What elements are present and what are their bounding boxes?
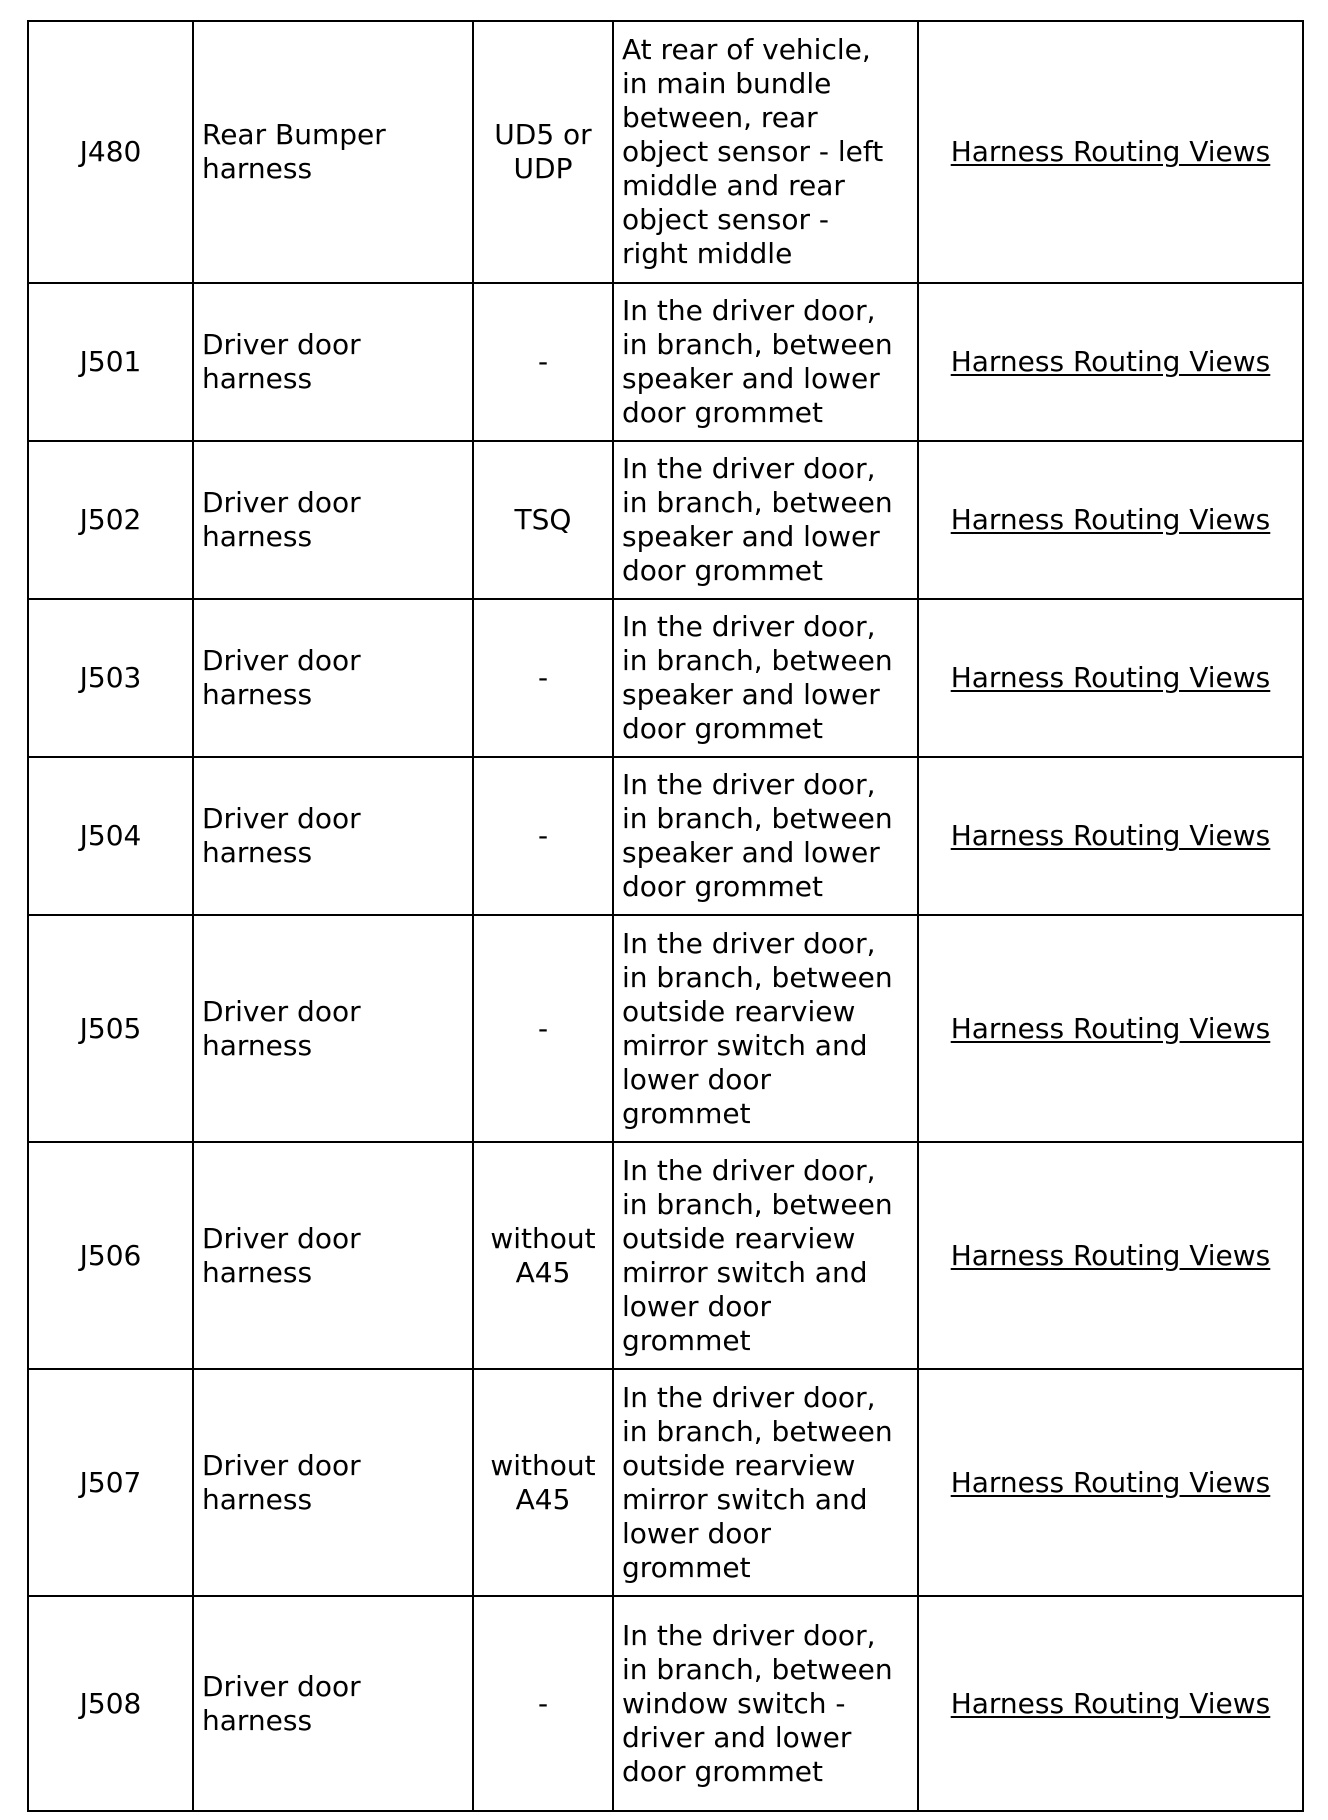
table-row [28,441,1303,599]
connector-location: In the driver door, in branch, between outside rearview mirror switch and lower door grommet [613,1142,918,1369]
option-code: without A45 [473,1369,613,1596]
harness-name: Driver door harness [193,757,473,915]
table-row [28,283,1303,441]
harness-routing-views-link[interactable]: Harness Routing Views [950,1686,1271,1720]
connector-location: At rear of vehicle, in main bundle between, rear object sensor - left middle and rear object sensor - right middle [613,21,918,283]
harness-routing-views-link[interactable]: Harness Routing Views [950,1011,1271,1045]
connector-location: In the driver door, in branch, between speaker and lower door grommet [613,599,918,757]
harness-name: Driver door harness [193,915,473,1142]
option-code: without A45 [473,1142,613,1369]
table-row [28,1369,1303,1596]
connector-id: J480 [28,21,193,283]
connector-location: In the driver door, in branch, between outside rearview mirror switch and lower door grommet [613,1369,918,1596]
connector-id: J508 [28,1596,193,1811]
option-code: TSQ [473,441,613,599]
harness-name: Driver door harness [193,441,473,599]
link-cell [918,283,1303,441]
table-row [28,915,1303,1142]
harness-routing-views-link[interactable]: Harness Routing Views [950,1238,1271,1272]
harness-routing-views-link[interactable]: Harness Routing Views [950,661,1271,694]
connector-id: J501 [28,283,193,441]
connector-id: J502 [28,441,193,599]
harness-name: Driver door harness [193,599,473,757]
harness-name: Rear Bumper harness [193,21,473,283]
harness-name: Driver door harness [193,1369,473,1596]
table-row [28,1142,1303,1369]
connector-location: In the driver door, in branch, between outside rearview mirror switch and lower door grommet [613,915,918,1142]
option-code: - [473,915,613,1142]
link-cell [918,441,1303,599]
connector-location: In the driver door, in branch, between speaker and lower door grommet [613,441,918,599]
link-cell [918,757,1303,915]
harness-name: Driver door harness [193,1596,473,1811]
connector-id: J503 [28,599,193,757]
table-row [28,757,1303,915]
option-code: - [473,283,613,441]
link-cell [918,21,1303,283]
connector-location: In the driver door, in branch, between speaker and lower door grommet [613,757,918,915]
table-row [28,599,1303,757]
harness-routing-views-link[interactable]: Harness Routing Views [950,1465,1271,1499]
option-code: - [473,757,613,915]
harness-routing-views-link[interactable]: Harness Routing Views [950,503,1271,536]
connector-table [27,20,1304,1812]
table-row [28,1596,1303,1811]
connector-id: J506 [28,1142,193,1369]
harness-routing-views-link[interactable]: Harness Routing Views [950,819,1271,852]
connector-id: J505 [28,915,193,1142]
harness-routing-views-link[interactable]: Harness Routing Views [950,345,1271,378]
link-cell [918,1142,1303,1369]
link-cell [918,915,1303,1142]
link-cell [918,599,1303,757]
connector-location: In the driver door, in branch, between window switch - driver and lower door grommet [613,1596,918,1811]
option-code: - [473,599,613,757]
connector-location: In the driver door, in branch, between speaker and lower door grommet [613,283,918,441]
harness-name: Driver door harness [193,1142,473,1369]
connector-id: J504 [28,757,193,915]
option-code: - [473,1596,613,1811]
connector-id: J507 [28,1369,193,1596]
table-row [28,21,1303,283]
link-cell [918,1369,1303,1596]
harness-routing-views-link[interactable]: Harness Routing Views [950,135,1271,168]
link-cell [918,1596,1303,1811]
harness-name: Driver door harness [193,283,473,441]
option-code: UD5 or UDP [473,21,613,283]
